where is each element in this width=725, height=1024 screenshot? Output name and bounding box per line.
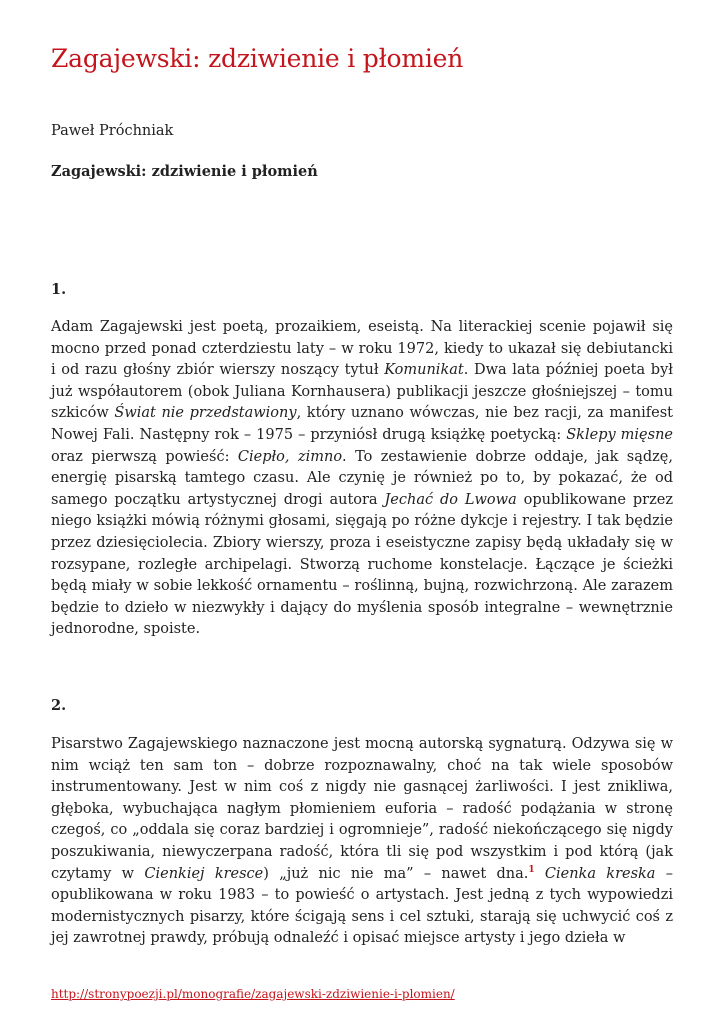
page-title: Zagajewski: zdziwienie i płomień: [51, 44, 464, 73]
paragraph-text: [535, 866, 545, 882]
paragraph-text: . To zestawienie dobrze oddaje, jak sądzę, energię pisarską tamtego czasu. Ale czynię je również po to, by pokazać, że od samego początku artystycznej drogi autora: [51, 448, 673, 508]
paragraph-text: ) „już nic nie ma” – nawet dna.: [263, 865, 529, 882]
italic-title: Cienkiej kresce: [144, 865, 264, 882]
author-name: Paweł Próchniak: [51, 123, 174, 139]
paragraph-text: Adam Zagajewski jest poetą, prozaikiem, eseistą. Na literackiej scenie pojawił się mocno przed ponad czterdziestu laty – w roku 1972, kiedy to ukazał się debiutancki i od razu głośny zbiór wierszy noszący tytuł: [51, 319, 673, 379]
italic-title: Świat nie przedstawiony: [114, 405, 297, 422]
paragraph-text: opublikowane przez niego książki mówią różnymi głosami, sięgają po różne dykcje i rejestry. I tak będzie przez dziesięciolecia. Zbiory wierszy, proza i eseistyczne zapisy będą układały się w rozsypane, rozległe archipelagi. Stworzą ruchome konstelacje. Łączące je ścieżki będą miały w sobie lekkość ornamentu – roślinną, bujną, rozwichrzoną. Ale zarazem będzie to dzieło w niezwykły i dający do myślenia sposób integralne – wewnętrznie jednorodne, spoiste.: [51, 491, 673, 638]
article-heading: Zagajewski: zdziwienie i płomień: [51, 163, 318, 180]
paragraph-text: – opublikowana w roku 1983 – to powieść o artystach. Jest jedną z tych wypowiedzi modernistycznych pisarzy, które ścigają sens i cel sztuki, starają się uchwycić coś z jej zawrotnej prawdy, próbują odnaleźć i opisać miejsce artysty i jego dzieła w: [51, 865, 673, 947]
section-paragraph: [51, 734, 673, 950]
italic-title: Ciepło, zimno: [237, 448, 343, 465]
italic-title: Sklepy mięsne: [566, 426, 673, 443]
source-url-link[interactable]: http://stronypoezji.pl/monografie/zagajewski-zdziwienie-i-plomien/: [51, 987, 455, 1001]
section-paragraph: [51, 317, 673, 641]
paragraph-text: , który uznano wówczas, nie bez racji, za manifest Nowej Fali. Następny rok – 1975 – przyniósł drugą książkę poetycką:: [51, 405, 673, 443]
italic-title: Komunikat: [384, 362, 464, 379]
italic-title: Cienka kreska: [544, 865, 656, 882]
paragraph-text: Pisarstwo Zagajewskiego naznaczone jest mocną autorską sygnaturą. Odzywa się w nim wciąż ten sam ton – dobrze rozpoznawalny, choć na tak wiele sposobów instrumentowany. Jest w nim coś z nigdy nie gasnącej żarliwości. I jest znikliwa, głęboka, wybuchająca nagłym płomieniem euforia – radość podążania w stronę czegoś, co „oddala się coraz bardziej i ogromnieje”, radość niekończącego się nigdy poszukiwania, niewyczerpana radość, która tli się pod wszystkim i pod którą (jak czytamy w: [51, 736, 673, 882]
paragraph-text: . Dwa lata później poeta był już współautorem (obok Juliana Kornhausera) publikacji jeszcze głośniejszej – tomu szkiców: [51, 362, 673, 422]
section-number: 2.: [51, 697, 67, 714]
italic-title: Jechać do Lwowa: [384, 491, 517, 508]
paragraph-text: oraz pierwszą powieść:: [51, 448, 238, 465]
footnote-reference-link[interactable]: 1: [528, 864, 535, 875]
section-number: 1.: [51, 281, 67, 298]
